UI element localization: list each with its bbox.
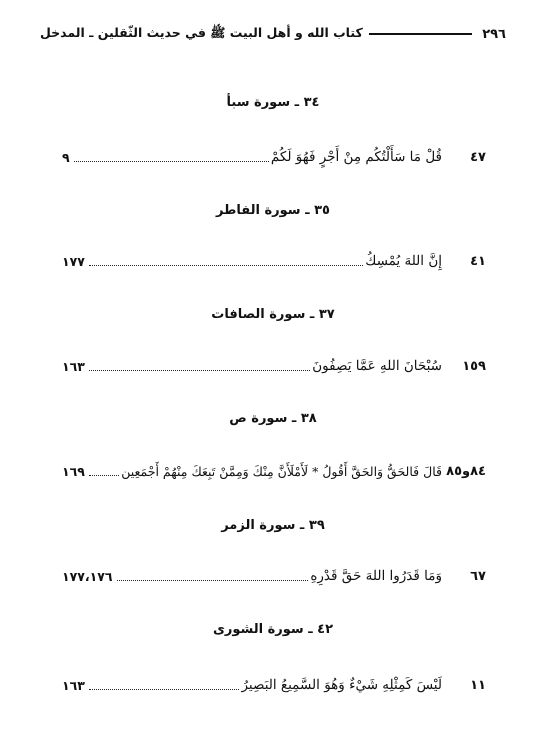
page-reference: ١٦٣ — [62, 677, 85, 693]
section-title: ٣٧ ـ سورة الصافات — [211, 307, 335, 322]
verse-text: لَيْسَ كَمِثْلِهِ شَيْءٌ وَهُوَ السَّمِيعُ البَصِيرُ — [241, 677, 442, 693]
verse-text: سُبْحَانَ اللهِ عَمَّا يَصِفُونَ — [312, 358, 442, 374]
running-title: كتاب الله و أهل البيت ﷺ في حديث الثّقلين ـ المدخل — [40, 24, 363, 40]
page-reference: ١٦٣ — [62, 358, 85, 374]
leader-dots — [74, 161, 269, 162]
section-title: ٣٥ ـ سورة الفاطر — [216, 203, 330, 218]
page-reference: ١٦٩ — [62, 463, 85, 479]
index-entry — [62, 460, 486, 482]
header-rule — [369, 33, 472, 35]
index-entry — [62, 250, 486, 272]
index-entry — [62, 674, 486, 696]
page-reference: ٩ — [62, 149, 70, 165]
index-entry — [62, 565, 486, 587]
section-title: ٣٨ ـ سورة ص — [229, 411, 317, 426]
leader-dots — [89, 370, 310, 371]
verse-text: قَالَ فَالحَقُّ وَالحَقَّ أَقُولُ * لَأَمْلَأَنَّ مِنْكَ وَمِمَّنْ تَبِعَكَ مِنْهُمْ أَجْمَعِين — [121, 463, 442, 479]
page-reference: ١٧٧،١٧٦ — [62, 568, 113, 584]
running-header — [40, 22, 506, 46]
verse-text: إِنَّ اللهَ يُمْسِكُ — [365, 253, 442, 269]
verse-number: ١٥٩ — [462, 358, 486, 374]
leader-dots — [89, 475, 119, 476]
verse-text: وَمَا قَدَرُوا اللهَ حَقَّ قَدْرِهِ — [310, 568, 442, 584]
section-title: ٣٩ ـ سورة الزمر — [221, 518, 325, 533]
verse-number: ١١ — [470, 677, 486, 693]
page-reference: ١٧٧ — [62, 253, 85, 269]
verse-number: ٦٧ — [470, 568, 486, 584]
index-entry — [62, 146, 486, 168]
verse-text: قُلْ مَا سَأَلْتُكُم مِنْ أَجْرٍ فَهُوَ لَكُمْ — [270, 149, 442, 165]
leader-dots — [117, 580, 309, 581]
index-entry — [62, 355, 486, 377]
verse-number: ٤١ — [470, 253, 486, 269]
section-title: ٣٤ ـ سورة سبأ — [226, 95, 320, 110]
page-number: ٢٩٦ — [482, 26, 506, 42]
section-title: ٤٢ ـ سورة الشورى — [212, 622, 334, 637]
leader-dots — [89, 265, 363, 266]
verse-number: ٤٧ — [470, 149, 486, 165]
verse-number: ٨٤و٨٥ — [446, 463, 486, 479]
leader-dots — [89, 689, 240, 690]
